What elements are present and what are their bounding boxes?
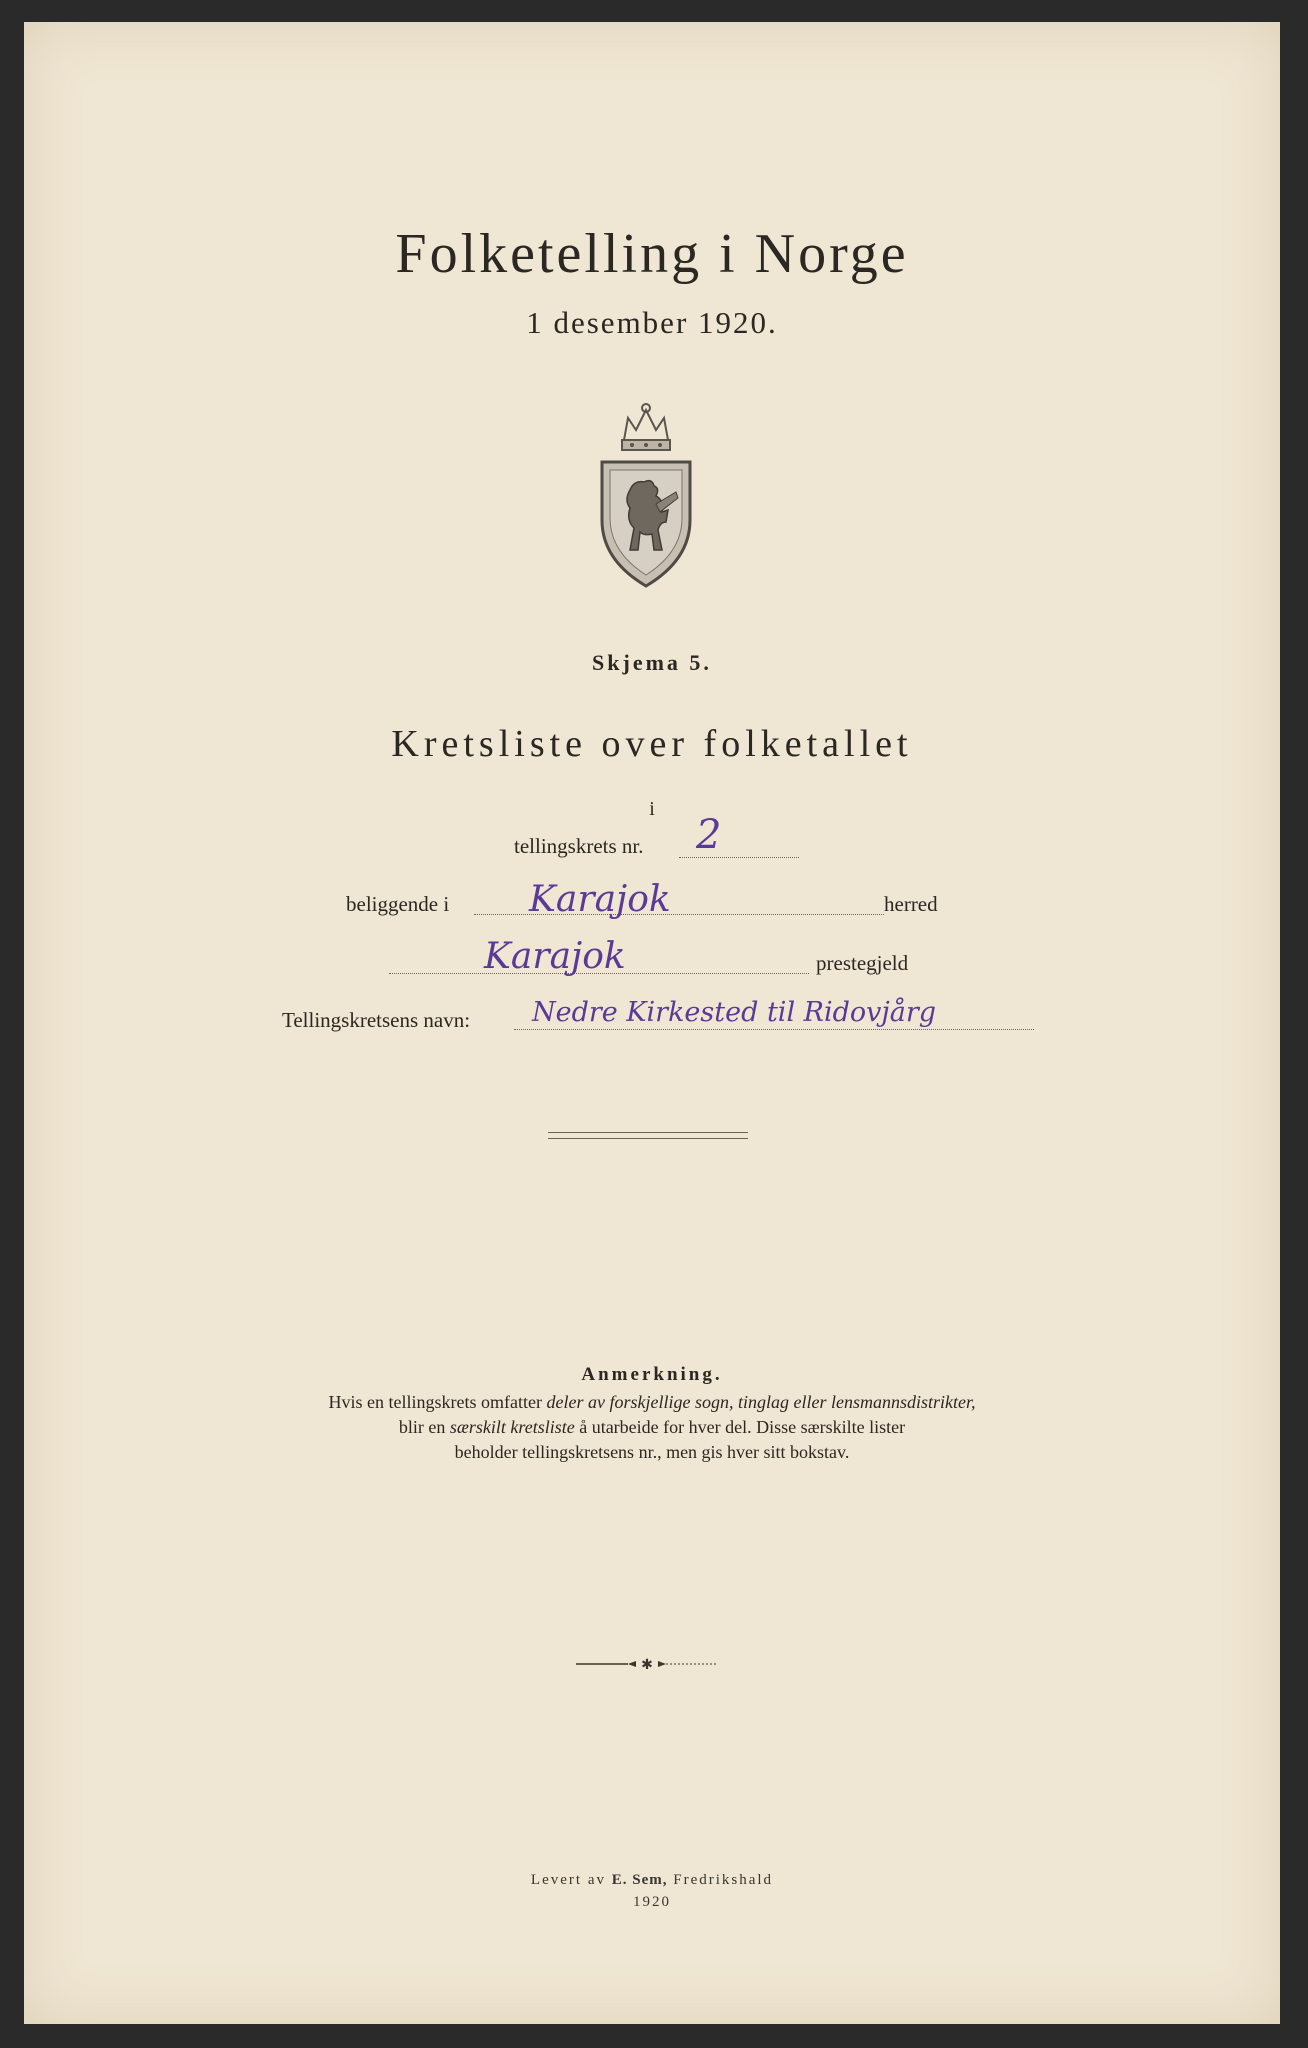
form-heading: Kretsliste over folketallet bbox=[391, 723, 913, 765]
printer-imprint bbox=[24, 1872, 1280, 1889]
connector-text: i bbox=[649, 798, 655, 820]
note-line-1-plain: Hvis en tellingskrets omfatter bbox=[328, 1392, 547, 1412]
imprint-place: Fredrikshald bbox=[667, 1872, 774, 1888]
schema-number: Skjema 5. bbox=[592, 650, 712, 675]
svg-text:✱: ✱ bbox=[641, 1657, 653, 1673]
imprint-printer: E. Sem, bbox=[611, 1872, 668, 1888]
prestegjeld-value: Karajok bbox=[484, 936, 626, 977]
note-line-2 bbox=[24, 1415, 1280, 1439]
imprint-prefix: Levert av bbox=[530, 1872, 612, 1888]
note-line-3: beholder tellingskretsens nr., men gis hver sitt bokstav. bbox=[454, 1442, 850, 1462]
krets-number-label: tellingskrets nr. bbox=[514, 834, 644, 858]
herred-value: Karajok bbox=[529, 879, 671, 920]
ornament-divider-icon bbox=[572, 1654, 722, 1674]
note-line-1-italic: deler av forskjellige sogn, tinglag eller lensmannsdistrikter, bbox=[546, 1392, 976, 1412]
navn-line bbox=[514, 1028, 1034, 1030]
note-line-2-italic: særskilt kretsliste bbox=[449, 1417, 575, 1437]
double-rule-divider bbox=[548, 1132, 748, 1139]
coat-of-arms-icon bbox=[594, 400, 698, 590]
note-heading: Anmerkning. bbox=[581, 1364, 723, 1385]
census-date: 1 desember 1920. bbox=[526, 305, 778, 340]
beliggende-label: beliggende i bbox=[346, 892, 450, 916]
prestegjeld-label: prestegjeld bbox=[816, 951, 909, 975]
page-title: Folketelling i Norge bbox=[395, 223, 909, 285]
krets-number-value: 2 bbox=[696, 812, 722, 858]
note-line-2-plain-b: å utarbeide for hver del. Disse særskilte lister bbox=[574, 1417, 906, 1437]
census-form-page bbox=[24, 22, 1280, 2024]
navn-label: Tellingskretsens navn: bbox=[282, 1008, 471, 1032]
imprint-year: 1920 bbox=[633, 1894, 671, 1910]
note-line-2-plain-a: blir en bbox=[398, 1417, 450, 1437]
navn-value: Nedre Kirkested til Ridovjårg bbox=[532, 997, 937, 1028]
herred-label: herred bbox=[884, 892, 938, 916]
note-line-1 bbox=[24, 1390, 1280, 1414]
